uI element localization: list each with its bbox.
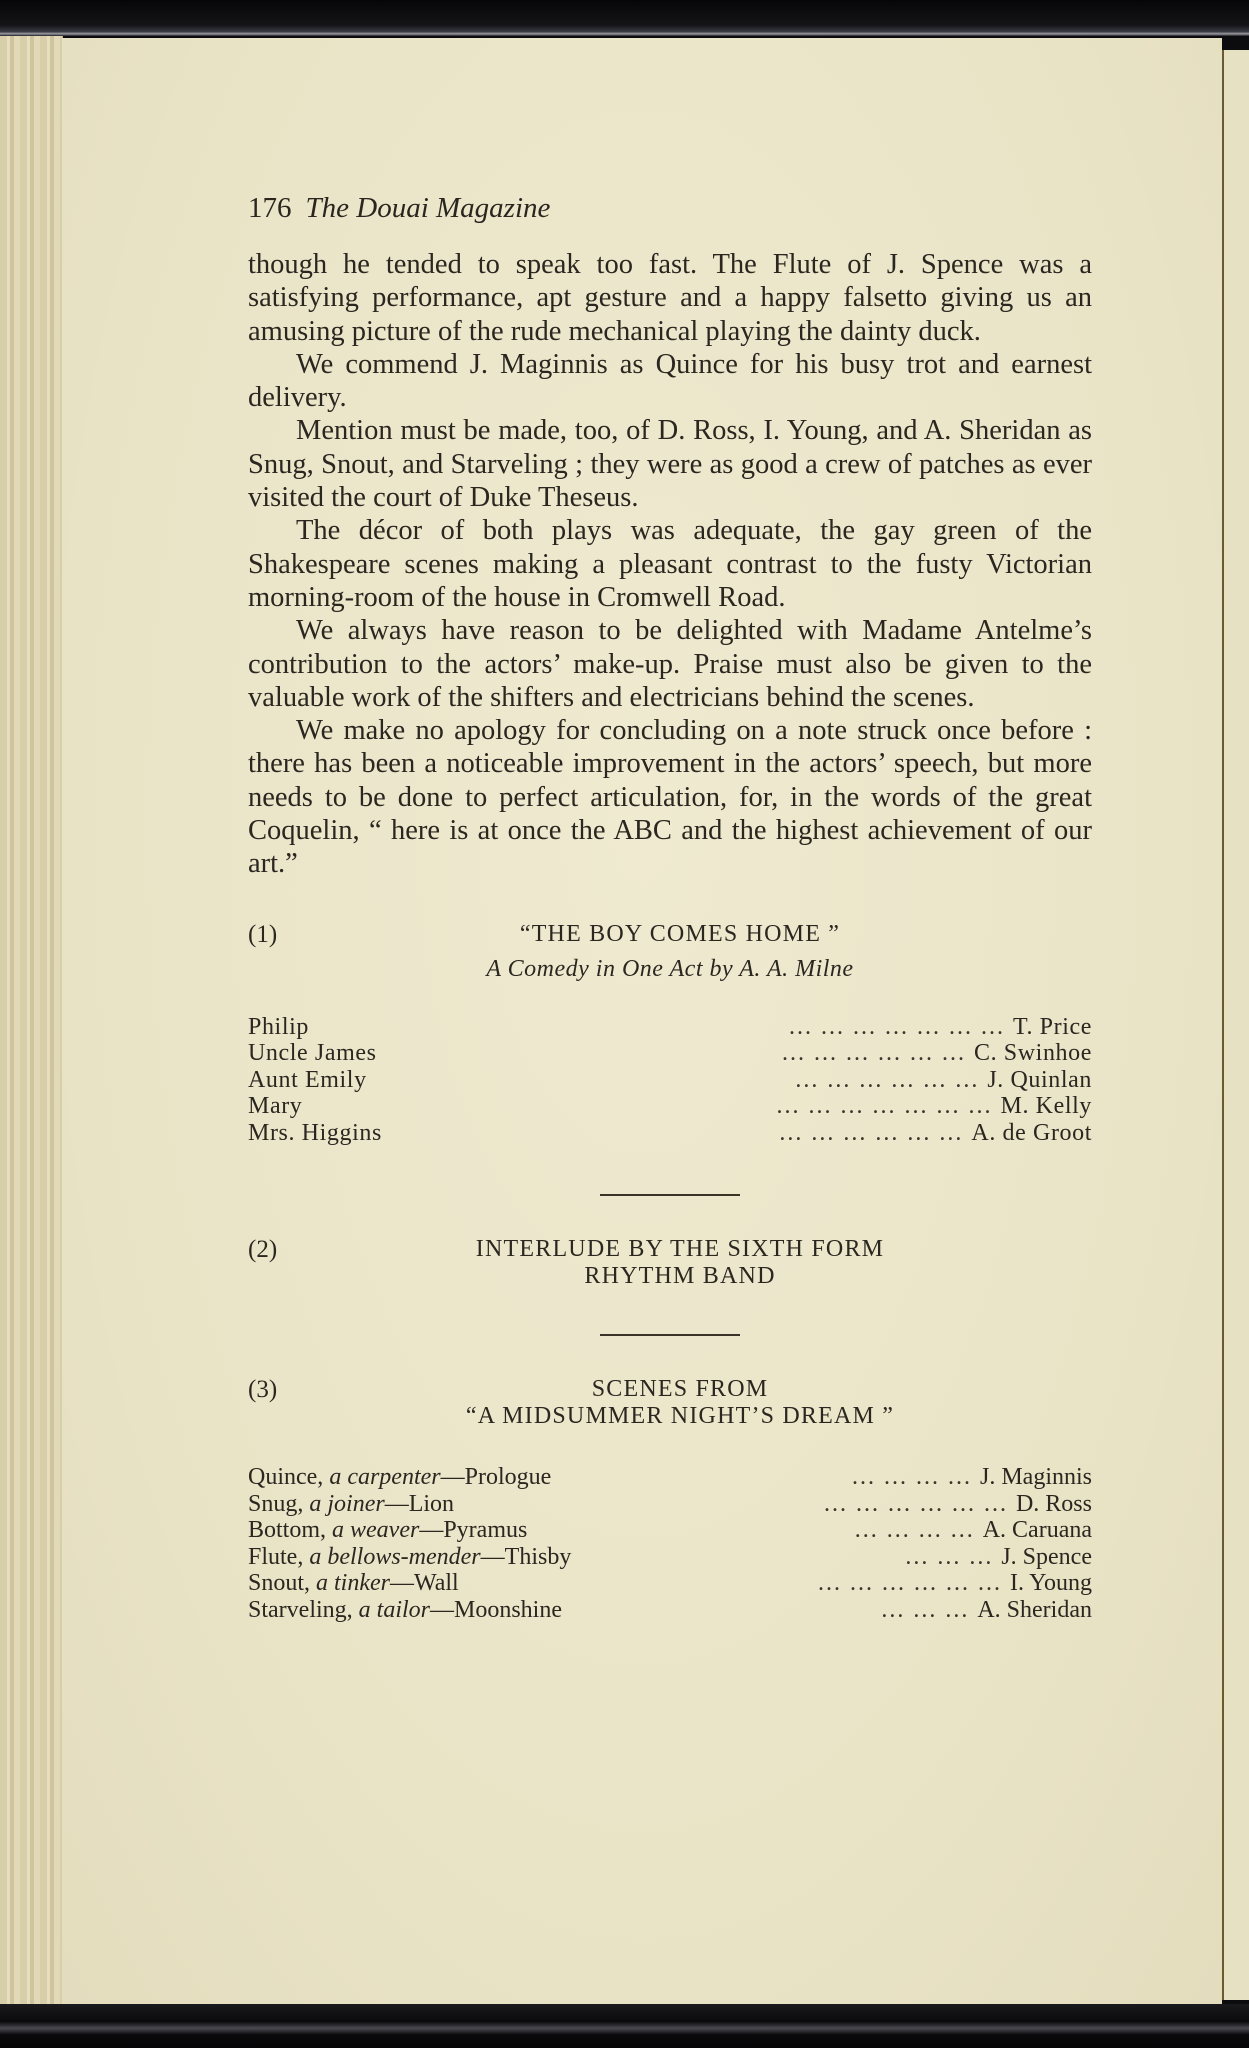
character-name: Quince, bbox=[248, 1464, 324, 1491]
cast-role bbox=[248, 1570, 459, 1597]
cast-role: Mrs. Higgins bbox=[248, 1119, 382, 1146]
cast-actor: D. Ross bbox=[1015, 1490, 1092, 1517]
cast-role bbox=[248, 1517, 527, 1544]
character-name: Bottom, bbox=[248, 1517, 327, 1544]
page-number: 176 bbox=[248, 192, 292, 224]
character-trade: a tailor bbox=[358, 1596, 430, 1623]
running-head bbox=[248, 190, 1092, 226]
character-name: Snout, bbox=[248, 1570, 311, 1597]
cast-actor: A. de Groot bbox=[971, 1119, 1092, 1146]
cast-actor: A. Caruana bbox=[982, 1517, 1092, 1544]
cast-list bbox=[248, 1014, 1092, 1147]
item-title-line-1: SCENES FROM bbox=[591, 1376, 769, 1403]
body-paragraph: The décor of both plays was adequate, the gay green of the Shakespeare scenes making a pleasant contrast to the fusty Victorian morning-room of the house in Cromwell Road. bbox=[248, 515, 1092, 613]
right-page-edge bbox=[1222, 50, 1249, 2000]
cast-row bbox=[248, 1570, 1092, 1597]
leader-dots: ... ... ... ... ... ... bbox=[823, 1490, 1008, 1517]
cast-actor: M. Kelly bbox=[1000, 1093, 1092, 1120]
character-trade: a bellows-mender bbox=[309, 1543, 481, 1570]
body-paragraph: Mention must be made, too, of D. Ross, I. Young, and A. Sheridan as Snug, Snout, and Starveling ; they were as good a crew of patches as ever visited the court of Duke Theseus. bbox=[248, 415, 1092, 514]
cast-role: Uncle James bbox=[248, 1040, 377, 1067]
programme-item-2 bbox=[248, 1236, 1092, 1290]
cast-row bbox=[248, 1067, 1092, 1094]
cast-row bbox=[248, 1491, 1092, 1518]
play-part: —Lion bbox=[384, 1490, 455, 1517]
play-part: —Pyramus bbox=[419, 1517, 528, 1544]
cast-row bbox=[248, 1040, 1092, 1067]
item-subtitle: A Comedy in One Act by A. A. Milne bbox=[486, 955, 854, 982]
body-paragraph: though he tended to speak too fast. The Flute of J. Spence was a satisfying performance, apt gesture and a happy falsetto giving us an amusing picture of the rude mechanical playing the dainty duck. bbox=[248, 249, 1092, 347]
leader-dots: ... ... ... ... bbox=[854, 1517, 975, 1544]
item-title-line-2: “A MIDSUMMER NIGHT’S DREAM ” bbox=[465, 1403, 895, 1430]
leader-dots: ... ... ... bbox=[881, 1596, 970, 1623]
cast-actor: A. Sheridan bbox=[977, 1596, 1092, 1623]
cast-row bbox=[248, 1120, 1092, 1147]
programme-item-3 bbox=[248, 1376, 1092, 1623]
leader-dots: ... ... ... ... ... ... ... bbox=[776, 1093, 993, 1120]
cast-role: Philip bbox=[248, 1013, 309, 1040]
programme-item-1 bbox=[248, 921, 1092, 1147]
play-part: —Wall bbox=[390, 1570, 459, 1597]
cast-row bbox=[248, 1014, 1092, 1041]
cast-actor: J. Maginnis bbox=[979, 1464, 1092, 1491]
cast-role bbox=[248, 1491, 454, 1518]
cast-actor: C. Swinhoe bbox=[973, 1040, 1092, 1067]
cast-row bbox=[248, 1544, 1092, 1571]
cast-actor: J. Quinlan bbox=[987, 1066, 1092, 1093]
play-part: —Moonshine bbox=[430, 1596, 562, 1623]
cast-list bbox=[248, 1464, 1092, 1623]
cast-role: Aunt Emily bbox=[248, 1066, 367, 1093]
body-paragraph: We commend J. Maginnis as Quince for his busy trot and earnest delivery. bbox=[248, 348, 1092, 414]
body-paragraph: We make no apology for concluding on a note struck once before : there has been a noticeable improvement in the actors’ speech, but more needs to be done to perfect articulation, for, in the words of the great Coquelin, “ here is at once the ABC and the highest achievement of our art.” bbox=[248, 715, 1092, 880]
character-name: Snug, bbox=[248, 1490, 304, 1517]
character-name: Flute, bbox=[248, 1543, 304, 1570]
leader-dots: ... ... ... ... bbox=[851, 1464, 972, 1491]
section-divider bbox=[600, 1194, 740, 1196]
publication-title: The Douai Magazine bbox=[305, 192, 551, 224]
leader-dots: ... ... ... bbox=[905, 1543, 994, 1570]
character-trade: a weaver bbox=[332, 1517, 420, 1544]
leader-dots: ... ... ... ... ... ... ... bbox=[789, 1013, 1005, 1040]
leader-dots: ... ... ... ... ... ... bbox=[781, 1040, 966, 1067]
character-name: Starveling, bbox=[248, 1596, 353, 1623]
item-number: (1) bbox=[248, 920, 278, 948]
page-content bbox=[248, 190, 1092, 1623]
cast-actor: I. Young bbox=[1009, 1570, 1092, 1597]
play-part: —Prologue bbox=[440, 1464, 552, 1491]
play-part: —Thisby bbox=[480, 1543, 572, 1570]
character-trade: a tinker bbox=[316, 1570, 390, 1597]
cast-role bbox=[248, 1464, 551, 1491]
section-divider bbox=[600, 1334, 740, 1336]
cast-role bbox=[248, 1597, 562, 1624]
cast-role bbox=[248, 1544, 571, 1571]
cast-actor: T. Price bbox=[1013, 1013, 1092, 1040]
item-number: (2) bbox=[248, 1236, 278, 1264]
scanner-top-border bbox=[0, 0, 1249, 36]
leader-dots: ... ... ... ... ... ... bbox=[795, 1066, 980, 1093]
review-body bbox=[248, 248, 1092, 881]
cast-actor: J. Spence bbox=[1001, 1543, 1092, 1570]
body-paragraph: We always have reason to be delighted with Madame Antelme’s contribution to the actors’ make-up. Praise must also be given to the valuable work of the shifters and electricians behind the scenes. bbox=[248, 615, 1092, 713]
cast-row bbox=[248, 1464, 1092, 1491]
cast-row bbox=[248, 1517, 1092, 1544]
item-title-line-2: RHYTHM BAND bbox=[584, 1263, 776, 1290]
item-title-line-1: INTERLUDE BY THE SIXTH FORM bbox=[475, 1236, 885, 1263]
cast-row bbox=[248, 1597, 1092, 1624]
cast-row bbox=[248, 1093, 1092, 1120]
leader-dots: ... ... ... ... ... ... bbox=[779, 1119, 964, 1146]
leader-dots: ... ... ... ... ... ... bbox=[817, 1570, 1002, 1597]
page-stack-edge bbox=[0, 36, 63, 2004]
scanner-bottom-border bbox=[0, 2004, 1249, 2048]
character-trade: a joiner bbox=[309, 1490, 385, 1517]
item-title: “THE BOY COMES HOME ” bbox=[519, 920, 841, 947]
character-trade: a carpenter bbox=[329, 1464, 441, 1491]
item-number: (3) bbox=[248, 1376, 278, 1404]
cast-role: Mary bbox=[248, 1093, 303, 1120]
